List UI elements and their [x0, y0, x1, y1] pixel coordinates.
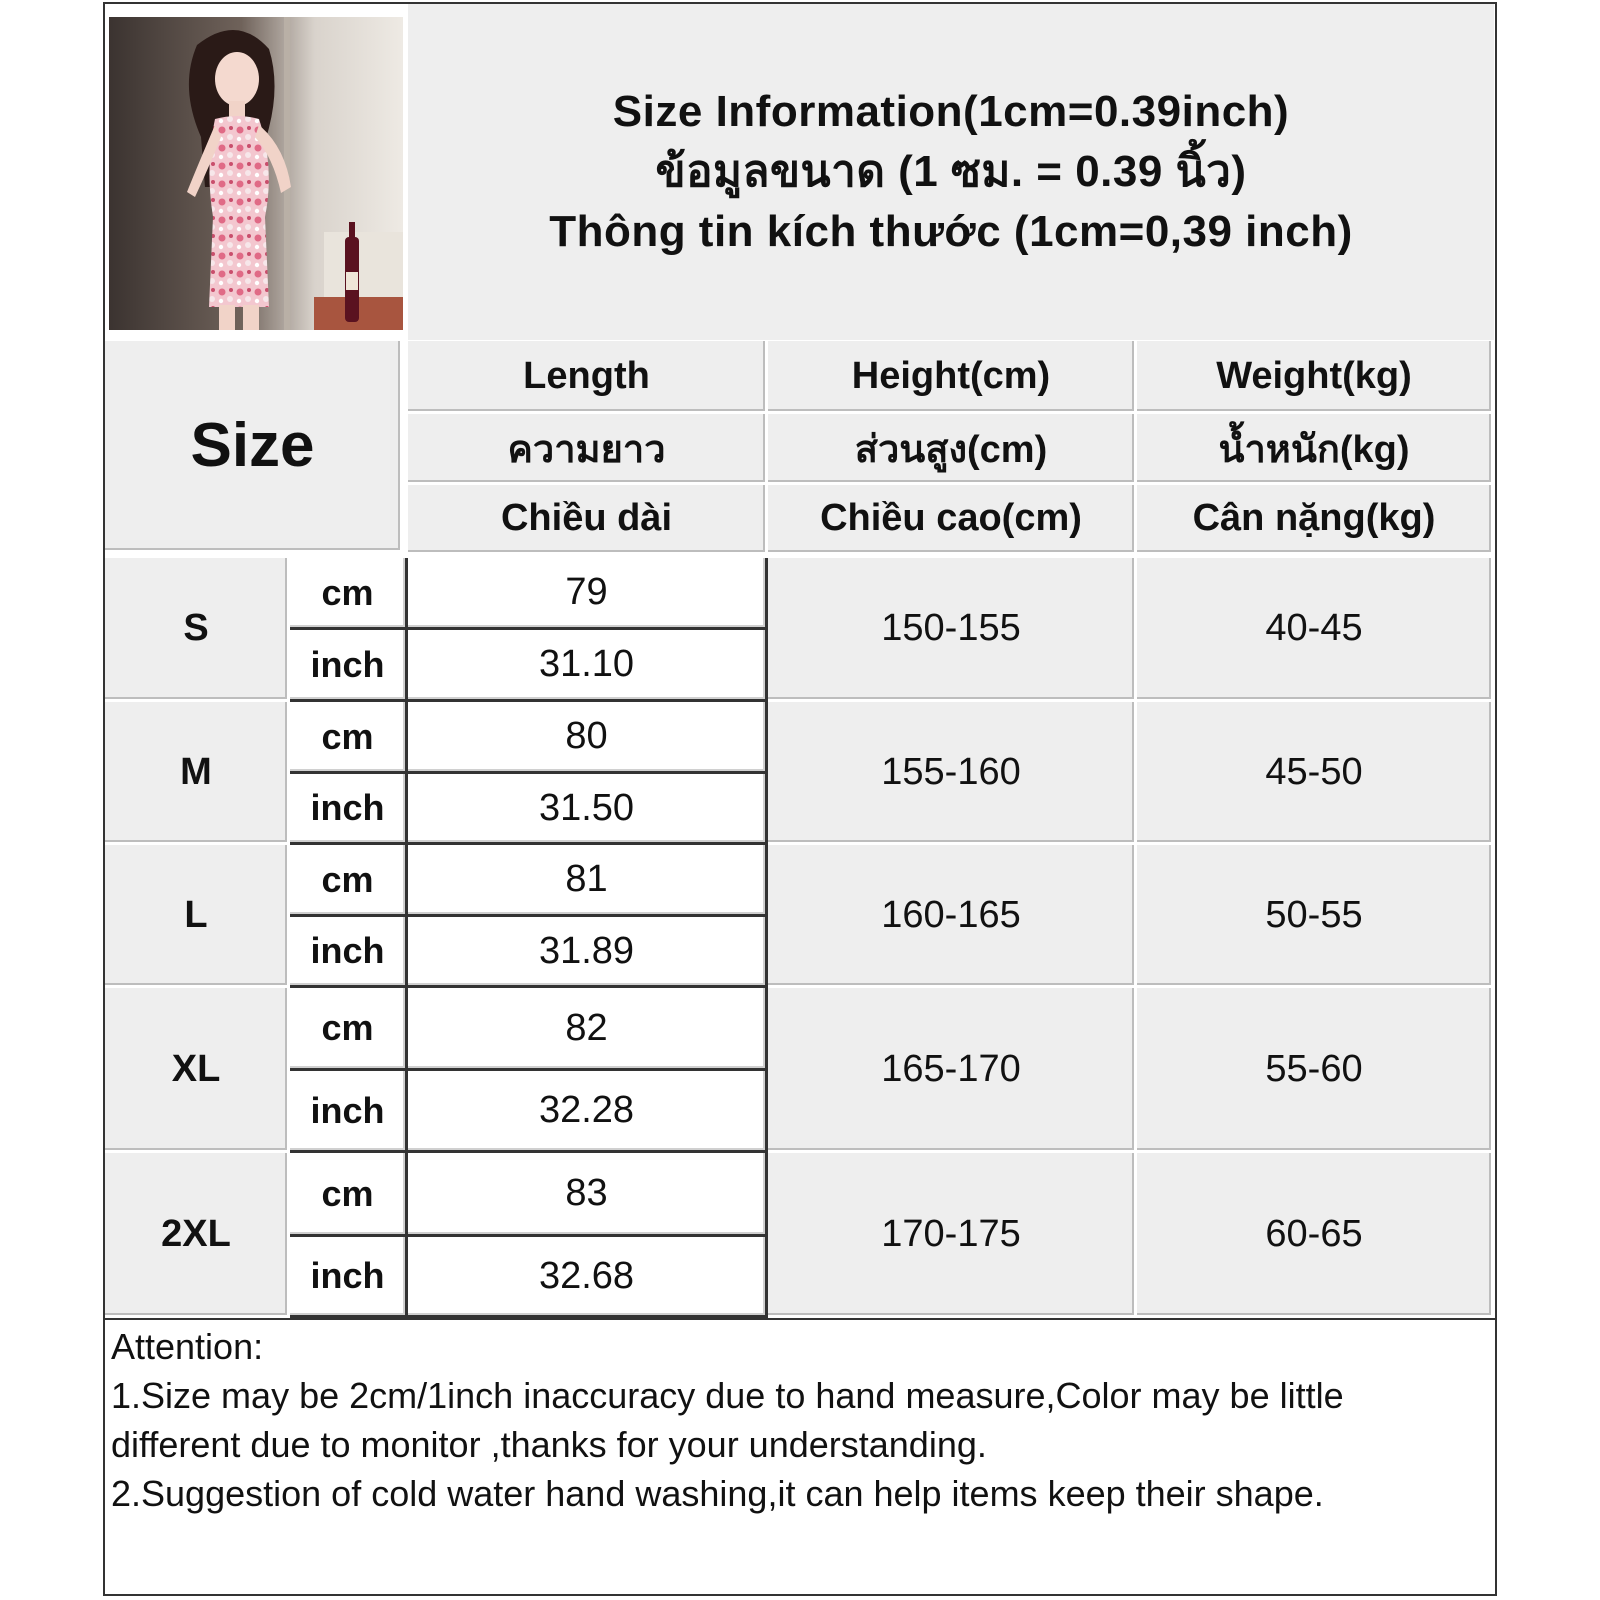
length-cm-m: 80 [408, 702, 768, 774]
note-line-3: 2.Suggestion of cold water hand washing,it can help items keep their shape. [111, 1473, 1324, 1514]
size-l: L [105, 845, 290, 988]
weight-s: 40-45 [1137, 558, 1494, 702]
notes-heading: Attention: [111, 1326, 264, 1367]
weight-header-vi: Cân nặng(kg) [1137, 485, 1494, 555]
height-header-en: Height(cm) [768, 341, 1137, 414]
length-header-th: ความยาว [408, 414, 768, 485]
unit-inch: inch [290, 917, 408, 988]
title-english: Size Information(1cm=0.39inch) [612, 87, 1290, 136]
unit-inch: inch [290, 630, 408, 702]
note-line-2: different due to monitor ,thanks for your understanding. [111, 1424, 987, 1465]
note-line-1: 1.Size may be 2cm/1inch inaccuracy due to hand measure,Color may be little [111, 1375, 1344, 1416]
unit-cm: cm [290, 1153, 408, 1237]
length-cm-2xl: 83 [408, 1153, 768, 1237]
unit-inch: inch [290, 1071, 408, 1153]
length-inch-xl: 32.28 [408, 1071, 768, 1153]
unit-inch: inch [290, 774, 408, 845]
height-m: 155-160 [768, 702, 1137, 845]
size-2xl: 2XL [105, 1153, 290, 1318]
size-header-label: Size [190, 411, 315, 480]
height-s: 150-155 [768, 558, 1137, 702]
notes-divider [105, 1318, 1495, 1320]
title-vietnamese: Thông tin kích thước (1cm=0,39 inch) [549, 207, 1353, 256]
weight-m: 45-50 [1137, 702, 1494, 845]
unit-cm: cm [290, 558, 408, 630]
model-illustration [109, 17, 403, 330]
length-inch-m: 31.50 [408, 774, 768, 845]
height-xl: 165-170 [768, 988, 1137, 1153]
length-cm-l: 81 [408, 845, 768, 917]
length-cm-s: 79 [408, 558, 768, 630]
title-thai: ข้อมูลขนาด (1 ซม. = 0.39 นิ้ว) [655, 147, 1247, 196]
size-header [105, 341, 403, 553]
weight-2xl: 60-65 [1137, 1153, 1494, 1318]
height-l: 160-165 [768, 845, 1137, 988]
length-header-en: Length [408, 341, 768, 414]
unit-cm: cm [290, 845, 408, 917]
weight-xl: 55-60 [1137, 988, 1494, 1153]
attention-notes [111, 1322, 1491, 1518]
unit-cm: cm [290, 988, 408, 1071]
weight-header-th: น้ำหนัก(kg) [1137, 414, 1494, 485]
unit-cm: cm [290, 702, 408, 774]
height-header-vi: Chiều cao(cm) [768, 485, 1137, 555]
length-inch-s: 31.10 [408, 630, 768, 702]
weight-l: 50-55 [1137, 845, 1494, 988]
height-header-th: ส่วนสูง(cm) [768, 414, 1137, 485]
size-information-title [408, 4, 1494, 340]
length-inch-2xl: 32.68 [408, 1237, 768, 1318]
unit-inch: inch [290, 1237, 408, 1318]
length-header-vi: Chiều dài [408, 485, 768, 555]
length-inch-l: 31.89 [408, 917, 768, 988]
product-photo [109, 17, 403, 330]
length-cm-xl: 82 [408, 988, 768, 1071]
size-s: S [105, 558, 290, 702]
size-xl: XL [105, 988, 290, 1153]
weight-header-en: Weight(kg) [1137, 341, 1494, 414]
height-2xl: 170-175 [768, 1153, 1137, 1318]
size-m: M [105, 702, 290, 845]
